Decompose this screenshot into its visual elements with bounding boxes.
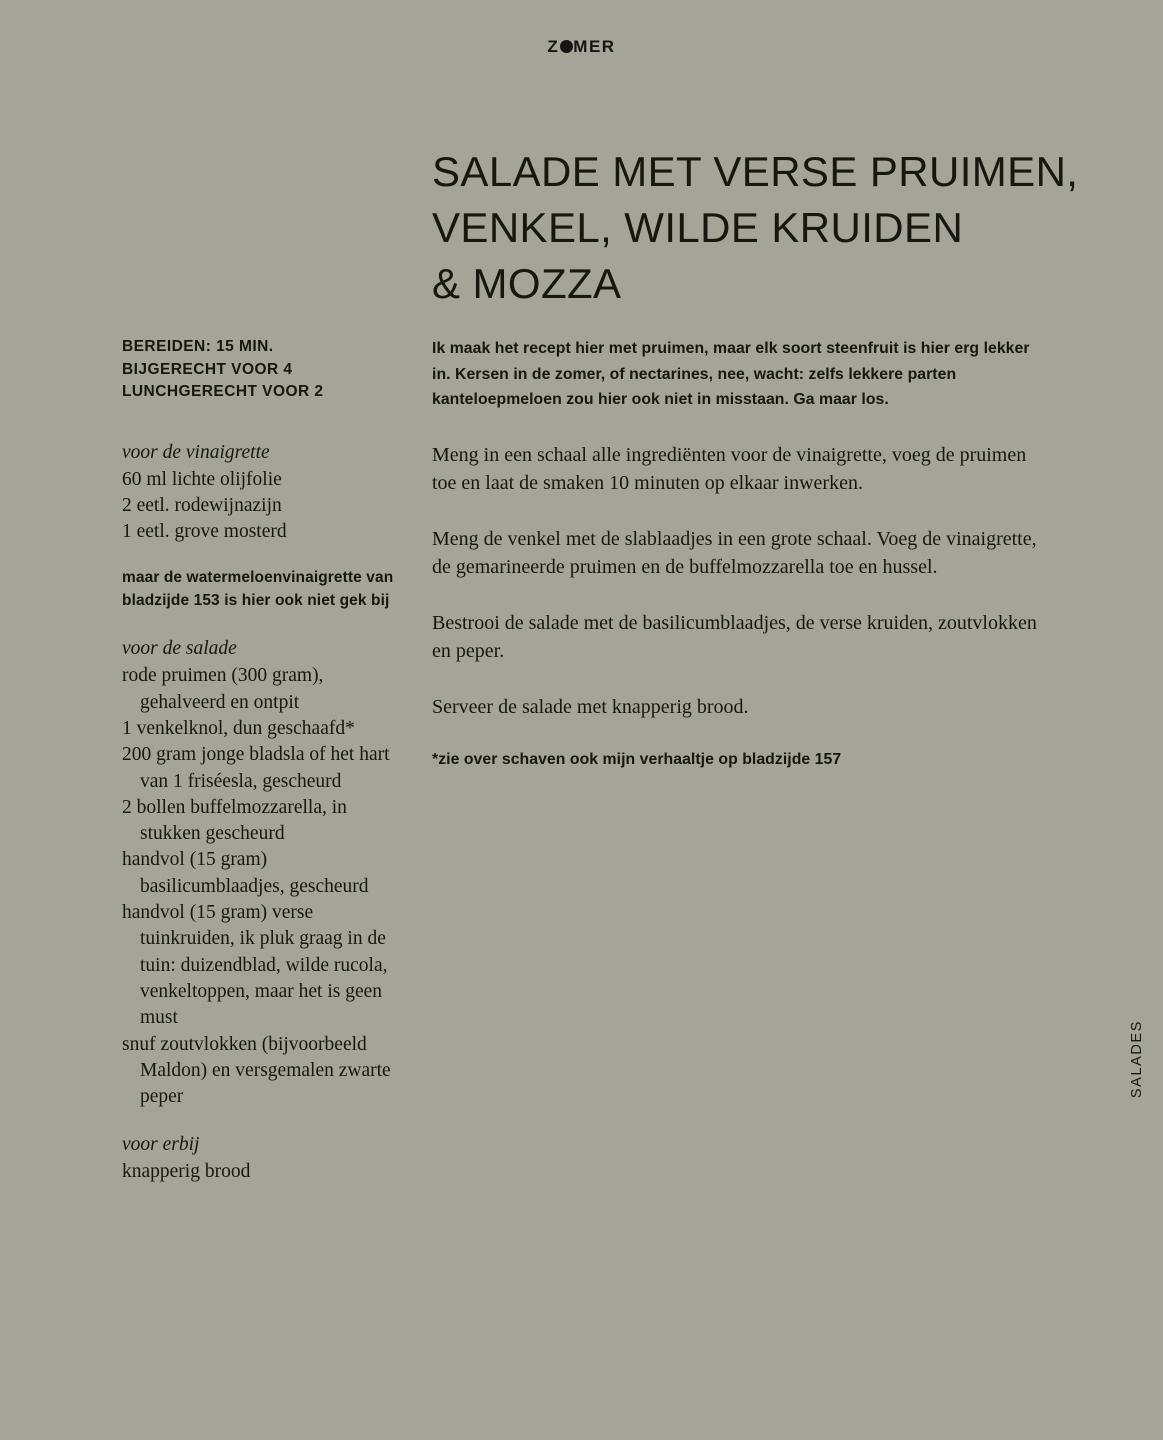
method-step: Meng in een schaal alle ingrediënten voor de vinaigrette, voeg de pruimen toe en laat de smaken 10 minuten op elkaar inwerken. [432, 443, 1027, 494]
intro-paragraph: Ik maak het recept hier met pruimen, maar elk soort steenfruit is hier erg lekker in. Kersen in de zomer, of nectarines, nee, wacht: zelfs lekkere parten kanteloepmeloen zou hier ook niet in misstaan. Ga maar los. [432, 340, 1030, 408]
ingredient-list-vinaigrette [122, 467, 402, 546]
list-item: handvol (15 gram) basilicumblaadjes, gescheurd [122, 849, 369, 897]
list-item: 1 eetl. grove mosterd [122, 521, 287, 543]
ingredients-column [122, 336, 402, 1186]
section-tab-salades: SALADES [1129, 1020, 1145, 1099]
list-item: handvol (15 gram) verse tuinkruiden, ik pluk graag in de tuin: duizendblad, wilde rucola, venkeltoppen, maar het is geen must [122, 902, 388, 1029]
running-head-zomer [0, 38, 1163, 55]
list-item: rode pruimen (300 gram), gehalveerd en ontpit [122, 665, 324, 713]
meta-serves-side: BIJGERECHT VOOR 4 [122, 360, 293, 378]
list-item: knapperig brood [122, 1161, 251, 1183]
ingredient-list-erbij [122, 1159, 402, 1185]
list-item: 200 gram jonge bladsla of het hart van 1 friséesla, gescheurd [122, 744, 390, 792]
title-line-3: & MOZZA [432, 260, 622, 308]
recipe-meta [122, 336, 402, 404]
list-item: 2 eetl. rodewijnazijn [122, 494, 282, 516]
ingredient-side-note: maar de watermeloenvinaigrette van bladzijde 153 is hier ook niet gek bij [122, 569, 394, 609]
title-line-1: SALADE MET VERSE PRUIMEN, [432, 148, 1079, 196]
footnote: *zie over schaven ook mijn verhaaltje op bladzijde 157 [432, 751, 842, 768]
list-item: 2 bollen buffelmozzarella, in stukken gescheurd [122, 796, 347, 845]
meta-serves-lunch: LUNCHGERECHT VOOR 2 [122, 383, 324, 400]
running-head-text: Z MER [547, 37, 616, 56]
method-column [432, 336, 1040, 772]
title-line-2: VENKEL, WILDE KRUIDEN [432, 204, 964, 252]
method-step: Bestrooi de salade met de basilicumblaadjes, de verse kruiden, zoutvlokken en peper. [432, 611, 1037, 662]
ingredient-group-label-erbij: voor erbij [122, 1134, 200, 1156]
meta-prep-time: BEREIDEN: 15 MIN. [122, 338, 274, 355]
method-step: Serveer de salade met knapperig brood. [432, 695, 749, 718]
list-item: snuf zoutvlokken (bijvoorbeeld Maldon) en versgemalen zwarte peper [122, 1033, 391, 1108]
method-step: Meng de venkel met de slablaadjes in een grote schaal. Voeg de vinaigrette, de gemarineerde pruimen en de buffelmozzarella toe en hussel. [432, 527, 1037, 578]
list-item: 1 venkelknol, dun geschaafd* [122, 717, 355, 739]
circle-o-glyph [560, 40, 573, 53]
page-title [432, 144, 1092, 312]
ingredient-list-salade [122, 663, 402, 1110]
list-item: 60 ml lichte olijfolie [122, 468, 282, 490]
ingredient-group-label-vinaigrette: voor de vinaigrette [122, 441, 270, 463]
ingredient-group-label-salade: voor de salade [122, 638, 237, 660]
